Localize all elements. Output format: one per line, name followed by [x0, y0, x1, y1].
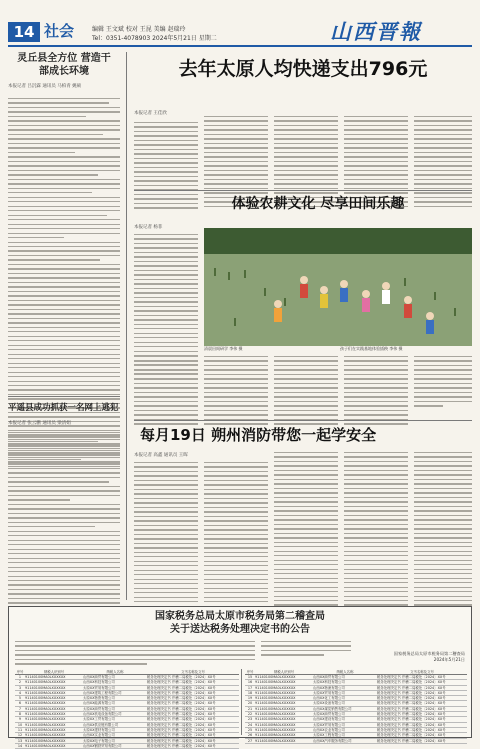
tax-notice — [8, 606, 472, 748]
table-cell: 税务处理决定书 并稽二局税处〔2024〕XX号 — [147, 733, 216, 738]
table-cell: 91140100MA0LXXXXXX — [255, 722, 296, 727]
table-cell: 91140100MA0LXXXXXX — [25, 675, 66, 679]
masthead — [0, 0, 480, 48]
page-number: 14 — [8, 22, 40, 42]
table-row — [245, 738, 467, 743]
table-cell: 税务处理决定书 并稽二局税处〔2024〕XX号 — [147, 722, 216, 727]
col-no: 序号 — [16, 670, 24, 674]
table-cell: 太原XX贸易有限公司 — [83, 685, 115, 690]
table-cell: 91140100MA0LXXXXXX — [25, 701, 66, 706]
table-cell: 税务处理决定书 并稽二局税处〔2024〕XX号 — [377, 738, 446, 743]
field-photo — [204, 228, 472, 346]
table-cell: 91140100MA0LXXXXXX — [25, 690, 66, 695]
table-cell: 山西XX实业有限公司 — [83, 733, 115, 738]
table-cell: 税务处理决定书 并稽二局税处〔2024〕XX号 — [147, 675, 216, 679]
table-row — [15, 743, 239, 748]
table-cell: 山西XX煤炭销售有限公司 — [313, 706, 352, 711]
headline: 每月19日 朔州消防带您一起学安全 — [140, 426, 377, 444]
table-cell: 山西XX农业有限公司 — [313, 727, 345, 732]
article-byline: 本报记者 王佳欣 — [134, 111, 167, 116]
newspaper-logo: 山西晋報 — [330, 19, 422, 44]
table-cell: 91140100MA0LXXXXXX — [25, 722, 66, 727]
table-cell: 1 — [18, 675, 22, 679]
table-cell: 21 — [247, 706, 253, 711]
table-cell: 4 — [18, 690, 22, 695]
table-cell: 税务处理决定书 并稽二局税处〔2024〕XX号 — [147, 706, 216, 711]
table-cell: 太原XX工贸有限公司 — [83, 717, 115, 722]
table-cell: 税务处理决定书 并稽二局税处〔2024〕XX号 — [147, 712, 216, 717]
table-cell: 山西XX化工有限公司 — [313, 696, 345, 701]
table-cell: 税务处理决定书 并稽二局税处〔2024〕XX号 — [147, 717, 216, 722]
table-cell: 山西XX商贸有限公司 — [83, 675, 115, 679]
table-cell: 22 — [247, 712, 253, 717]
table-cell: 91140100MA0LXXXXXX — [25, 743, 66, 748]
headline: 体验农耕文化 尽享田间乐趣 — [231, 196, 405, 212]
article-title: 平遥县成功抓获一名网上逃犯 — [8, 403, 119, 413]
table-cell: 太原XX商贸有限公司 — [313, 712, 345, 717]
table-cell: 91140100MA0LXXXXXX — [255, 696, 296, 701]
col-name: 纳税人名称 — [336, 670, 354, 674]
table-cell: 税务处理决定书 并稽二局税处〔2024〕XX号 — [377, 706, 446, 711]
table-cell: 税务处理决定书 并稽二局税处〔2024〕XX号 — [377, 680, 446, 685]
col-no: 序号 — [246, 670, 254, 674]
contact-line: Tel：0351-4078903 2024年5月21日 星期二 — [92, 35, 217, 42]
table-cell: 17 — [247, 685, 253, 690]
article-byline: 本报记者 高鑫 通讯员 王晖 — [134, 453, 188, 458]
table-cell: 91140100MA0LXXXXXX — [255, 680, 296, 685]
table-cell: 27 — [247, 738, 253, 743]
table-cell: 91140100MA0LXXXXXX — [25, 712, 66, 717]
headline: 去年太原人均快递支出796元 — [178, 58, 428, 80]
table-cell: 税务处理决定书 并稽二局税处〔2024〕XX号 — [377, 722, 446, 727]
table-cell: 10 — [17, 722, 23, 727]
table-cell: 91140100MA0LXXXXXX — [25, 727, 66, 732]
table-cell: 山西XX机电设备有限公司 — [83, 712, 122, 717]
table-cell: 山西XX钢铁贸易有限公司 — [83, 743, 122, 748]
notice-signature — [394, 651, 465, 663]
notice-table-left — [15, 669, 239, 749]
table-cell: 山西XX能源有限公司 — [83, 701, 115, 706]
col-doc: 文书名称及文号 — [181, 670, 205, 674]
table-cell: 91140100MA0LXXXXXX — [255, 675, 296, 679]
col-name: 纳税人名称 — [106, 670, 124, 674]
table-cell: 91140100MA0LXXXXXX — [25, 733, 66, 738]
table-cell: 91140100MA0LXXXXXX — [25, 685, 66, 690]
article-title: 灵丘县全方位 营造干部成长环境 — [17, 53, 111, 77]
col-id: 纳税人识别号 — [43, 670, 65, 674]
table-cell: 24 — [247, 722, 253, 727]
table-cell: 税务处理决定书 并稽二局税处〔2024〕XX号 — [147, 701, 216, 706]
table-cell: 13 — [17, 738, 23, 743]
table-cell: 税务处理决定书 并稽二局税处〔2024〕XX号 — [147, 680, 216, 685]
photo-caption-right: 孩子们在实践基地体验插秧 李伟 摄 — [340, 346, 403, 351]
table-cell: 税务处理决定书 并稽二局税处〔2024〕XX号 — [147, 690, 216, 695]
editors-line: 编辑 王文斌 校对 王昆 美编 赵瑞玲 — [92, 26, 186, 33]
table-cell: 太原XX物资有限公司 — [83, 696, 115, 701]
table-cell: 12 — [17, 733, 23, 738]
table-cell: 91140100MA0LXXXXXX — [25, 696, 66, 701]
table-cell: 3 — [18, 685, 22, 690]
table-cell: 91140100MA0LXXXXXX — [255, 690, 296, 695]
table-cell: 19 — [247, 696, 253, 701]
table-cell: 91140100MA0LXXXXXX — [255, 738, 296, 743]
table-cell: 税务处理决定书 并稽二局税处〔2024〕XX号 — [377, 717, 446, 722]
article-farming — [134, 194, 472, 418]
table-cell: 税务处理决定书 并稽二局税处〔2024〕XX号 — [147, 696, 216, 701]
table-cell: 山西XX汽车服务有限公司 — [313, 738, 352, 743]
table-cell: 太原XX商贸有限公司 — [83, 706, 115, 711]
table-cell: 税务处理决定书 并稽二局税处〔2024〕XX号 — [377, 675, 446, 679]
table-cell: 太原XX贸易有限公司 — [313, 690, 345, 695]
table-cell: 税务处理决定书 并稽二局税处〔2024〕XX号 — [147, 685, 216, 690]
table-cell: 18 — [247, 690, 253, 695]
signature-date: 2024年5月21日 — [433, 657, 465, 662]
table-cell: 91140100MA0LXXXXXX — [25, 738, 66, 743]
table-cell: 91140100MA0LXXXXXX — [255, 717, 296, 722]
article-lingqiu — [8, 52, 120, 392]
col-doc: 文书名称及文号 — [410, 670, 434, 674]
table-cell: 太原XX设备有限公司 — [313, 701, 345, 706]
table-cell: 税务处理决定书 并稽二局税处〔2024〕XX号 — [147, 727, 216, 732]
notice-title-line2: 关于送达税务处理决定书的公告 — [170, 624, 310, 635]
table-cell: 20 — [247, 701, 253, 706]
table-cell: 9 — [18, 717, 22, 722]
table-cell: 8 — [18, 712, 22, 717]
table-cell: 太原XX工程有限公司 — [313, 733, 345, 738]
table-cell: 太原XX电子有限公司 — [83, 738, 115, 743]
table-cell: 91140100MA0LXXXXXX — [255, 712, 296, 717]
notice-title-line1: 国家税务总局太原市税务局第二稽查局 — [155, 611, 325, 622]
table-cell: 91140100MA0LXXXXXX — [255, 733, 296, 738]
table-cell: 山西XX商贸有限公司 — [313, 675, 345, 679]
table-cell: 山西XX科技有限公司 — [83, 680, 115, 685]
article-fire — [134, 424, 472, 602]
table-cell: 山西XX供应链有限公司 — [83, 722, 119, 727]
table-cell: 山西XX物流有限公司 — [313, 685, 345, 690]
table-cell: 税务处理决定书 并稽二局税处〔2024〕XX号 — [377, 690, 446, 695]
table-cell: 25 — [247, 727, 253, 732]
table-cell: 税务处理决定书 并稽二局税处〔2024〕XX号 — [147, 738, 216, 743]
table-cell: 税务处理决定书 并稽二局税处〔2024〕XX号 — [377, 727, 446, 732]
table-cell: 山西XX建设有限公司 — [313, 717, 345, 722]
table-cell: 91140100MA0LXXXXXX — [25, 680, 66, 685]
table-cell: 税务处理决定书 并稽二局税处〔2024〕XX号 — [377, 701, 446, 706]
table-cell: 税务处理决定书 并稽二局税处〔2024〕XX号 — [377, 696, 446, 701]
table-cell: 税务处理决定书 并稽二局税处〔2024〕XX号 — [377, 733, 446, 738]
table-cell: 91140100MA0LXXXXXX — [25, 717, 66, 722]
table-cell: 91140100MA0LXXXXXX — [25, 706, 66, 711]
table-cell: 15 — [247, 675, 253, 679]
table-cell: 91140100MA0LXXXXXX — [255, 727, 296, 732]
photo-caption-left: 清晨田间研学 李伟 摄 — [204, 346, 243, 351]
table-cell: 2 — [18, 680, 22, 685]
table-cell: 山西XX建筑工程有限公司 — [83, 690, 122, 695]
notice-table-right — [245, 669, 467, 744]
col-id: 纳税人识别号 — [273, 670, 295, 674]
article-spending — [134, 56, 472, 186]
table-cell: 7 — [18, 706, 22, 711]
table-cell: 16 — [247, 680, 253, 685]
article-byline: 本报记者 张云鹏 通讯员 梁清娟 — [8, 421, 71, 426]
table-cell: 税务处理决定书 并稽二局税处〔2024〕XX号 — [147, 743, 216, 748]
table-cell: 11 — [17, 727, 23, 732]
table-cell: 太原XX建材有限公司 — [83, 727, 115, 732]
table-cell: 税务处理决定书 并稽二局税处〔2024〕XX号 — [377, 712, 446, 717]
table-cell: 26 — [247, 733, 253, 738]
table-cell: 5 — [18, 696, 22, 701]
signature-org: 国家税务总局太原市税务局第二稽查局 — [393, 651, 465, 656]
article-pingyao — [8, 402, 120, 602]
table-cell: 税务处理决定书 并稽二局税处〔2024〕XX号 — [377, 685, 446, 690]
table-cell: 太原XX科技有限公司 — [313, 680, 345, 685]
article-byline: 本报记者 杨菲 — [134, 225, 163, 230]
article-byline: 本报记者 吕沉霖 通讯员 马柏青 姚硕 — [8, 84, 82, 89]
table-cell: 91140100MA0LXXXXXX — [255, 706, 296, 711]
table-cell: 14 — [17, 743, 23, 748]
table-cell: 6 — [18, 701, 22, 706]
table-cell: 23 — [247, 717, 253, 722]
table-cell: 太原XX贸易有限公司 — [313, 722, 345, 727]
table-cell: 91140100MA0LXXXXXX — [255, 685, 296, 690]
table-cell: 91140100MA0LXXXXXX — [255, 701, 296, 706]
section-name: 社会 — [44, 22, 75, 40]
